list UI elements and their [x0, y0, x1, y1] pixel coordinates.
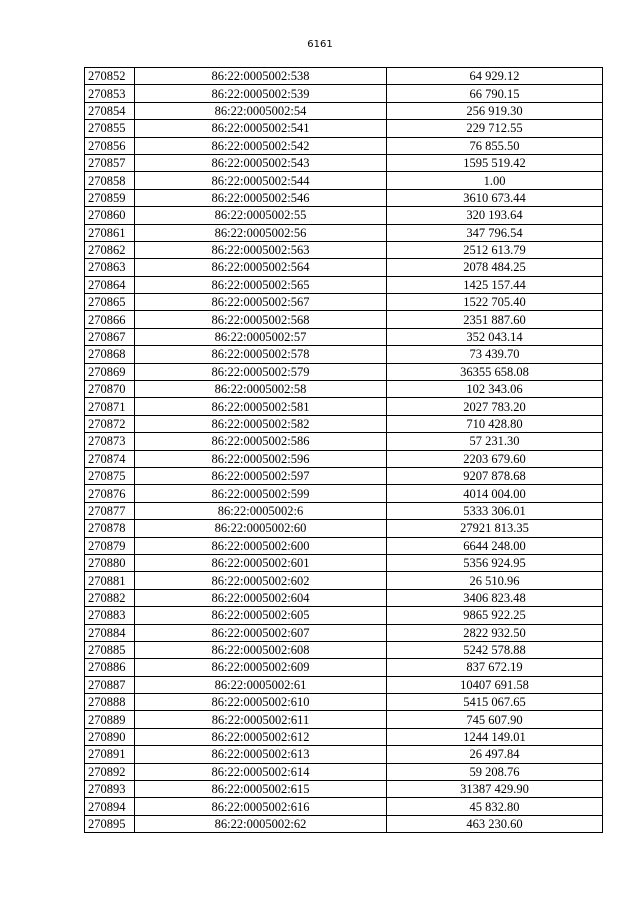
cadastral-value-cell: 229 712.55 — [387, 120, 603, 137]
table-row — [85, 781, 603, 798]
table-row — [85, 137, 603, 154]
cadastral-number-cell: 86:22:0005002:581 — [135, 398, 387, 415]
cadastral-number-cell: 86:22:0005002:56 — [135, 224, 387, 241]
row-id-cell: 270855 — [85, 120, 135, 137]
cadastral-value-cell: 5242 578.88 — [387, 641, 603, 658]
row-id-cell: 270870 — [85, 381, 135, 398]
row-id-cell: 270873 — [85, 433, 135, 450]
table-row — [85, 102, 603, 119]
cadastral-number-cell: 86:22:0005002:54 — [135, 102, 387, 119]
cadastral-number-cell: 86:22:0005002:541 — [135, 120, 387, 137]
cadastral-number-cell: 86:22:0005002:58 — [135, 381, 387, 398]
cadastral-number-cell: 86:22:0005002:61 — [135, 676, 387, 693]
cadastral-value-cell: 710 428.80 — [387, 415, 603, 432]
row-id-cell: 270890 — [85, 728, 135, 745]
row-id-cell: 270868 — [85, 346, 135, 363]
cadastral-value-cell: 1595 519.42 — [387, 154, 603, 171]
cadastral-number-cell: 86:22:0005002:599 — [135, 485, 387, 502]
row-id-cell: 270854 — [85, 102, 135, 119]
cadastral-number-cell: 86:22:0005002:582 — [135, 415, 387, 432]
cadastral-value-cell: 256 919.30 — [387, 102, 603, 119]
cadastral-value-cell: 36355 658.08 — [387, 363, 603, 380]
cadastral-value-cell: 1522 705.40 — [387, 294, 603, 311]
cadastral-value-cell: 45 832.80 — [387, 798, 603, 815]
cadastral-value-cell: 59 208.76 — [387, 763, 603, 780]
cadastral-value-cell: 320 193.64 — [387, 207, 603, 224]
table-row — [85, 746, 603, 763]
page-number: 6161 — [307, 39, 333, 50]
cadastral-value-cell: 745 607.90 — [387, 711, 603, 728]
row-id-cell: 270886 — [85, 659, 135, 676]
row-id-cell: 270852 — [85, 68, 135, 85]
cadastral-value-cell: 1244 149.01 — [387, 728, 603, 745]
table-row — [85, 172, 603, 189]
cadastral-value-cell: 5415 067.65 — [387, 694, 603, 711]
cadastral-number-cell: 86:22:0005002:610 — [135, 694, 387, 711]
cadastral-value-cell: 26 510.96 — [387, 572, 603, 589]
table-row — [85, 381, 603, 398]
cadastral-value-cell: 3610 673.44 — [387, 189, 603, 206]
row-id-cell: 270891 — [85, 746, 135, 763]
table-row — [85, 224, 603, 241]
cadastral-value-cell: 2512 613.79 — [387, 241, 603, 258]
cadastral-value-cell: 9865 922.25 — [387, 607, 603, 624]
table-row — [85, 189, 603, 206]
cadastral-number-cell: 86:22:0005002:586 — [135, 433, 387, 450]
table-row — [85, 346, 603, 363]
cadastral-number-cell: 86:22:0005002:539 — [135, 85, 387, 102]
row-id-cell: 270879 — [85, 537, 135, 554]
cadastral-number-cell: 86:22:0005002:60 — [135, 520, 387, 537]
row-id-cell: 270866 — [85, 311, 135, 328]
table-row — [85, 659, 603, 676]
table-row — [85, 711, 603, 728]
row-id-cell: 270877 — [85, 502, 135, 519]
cadastral-value-table — [84, 67, 603, 833]
row-id-cell: 270888 — [85, 694, 135, 711]
cadastral-value-cell: 5356 924.95 — [387, 554, 603, 571]
row-id-cell: 270872 — [85, 415, 135, 432]
table-row — [85, 241, 603, 258]
cadastral-number-cell: 86:22:0005002:615 — [135, 781, 387, 798]
table-row — [85, 676, 603, 693]
row-id-cell: 270892 — [85, 763, 135, 780]
cadastral-value-cell: 64 929.12 — [387, 68, 603, 85]
table-row — [85, 398, 603, 415]
table-row — [85, 467, 603, 484]
table-row — [85, 154, 603, 171]
cadastral-number-cell: 86:22:0005002:597 — [135, 467, 387, 484]
row-id-cell: 270860 — [85, 207, 135, 224]
cadastral-number-cell: 86:22:0005002:538 — [135, 68, 387, 85]
table-row — [85, 815, 603, 832]
row-id-cell: 270894 — [85, 798, 135, 815]
cadastral-value-cell: 2078 484.25 — [387, 259, 603, 276]
cadastral-number-cell: 86:22:0005002:600 — [135, 537, 387, 554]
cadastral-number-cell: 86:22:0005002:608 — [135, 641, 387, 658]
table-row — [85, 120, 603, 137]
row-id-cell: 270858 — [85, 172, 135, 189]
cadastral-number-cell: 86:22:0005002:542 — [135, 137, 387, 154]
table-row — [85, 624, 603, 641]
cadastral-value-cell: 837 672.19 — [387, 659, 603, 676]
row-id-cell: 270853 — [85, 85, 135, 102]
cadastral-value-cell: 463 230.60 — [387, 815, 603, 832]
table-row — [85, 641, 603, 658]
table-row — [85, 311, 603, 328]
cadastral-number-cell: 86:22:0005002:578 — [135, 346, 387, 363]
cadastral-number-cell: 86:22:0005002:62 — [135, 815, 387, 832]
row-id-cell: 270876 — [85, 485, 135, 502]
table-row — [85, 572, 603, 589]
row-id-cell: 270880 — [85, 554, 135, 571]
row-id-cell: 270884 — [85, 624, 135, 641]
row-id-cell: 270887 — [85, 676, 135, 693]
table-row — [85, 728, 603, 745]
cadastral-number-cell: 86:22:0005002:563 — [135, 241, 387, 258]
row-id-cell: 270871 — [85, 398, 135, 415]
cadastral-value-cell: 5333 306.01 — [387, 502, 603, 519]
cadastral-number-cell: 86:22:0005002:601 — [135, 554, 387, 571]
row-id-cell: 270882 — [85, 589, 135, 606]
row-id-cell: 270864 — [85, 276, 135, 293]
table-row — [85, 433, 603, 450]
cadastral-number-cell: 86:22:0005002:596 — [135, 450, 387, 467]
cadastral-number-cell: 86:22:0005002:605 — [135, 607, 387, 624]
cadastral-value-cell: 31387 429.90 — [387, 781, 603, 798]
cadastral-number-cell: 86:22:0005002:609 — [135, 659, 387, 676]
table-row — [85, 589, 603, 606]
row-id-cell: 270869 — [85, 363, 135, 380]
cadastral-number-cell: 86:22:0005002:611 — [135, 711, 387, 728]
table-row — [85, 450, 603, 467]
cadastral-value-cell: 102 343.06 — [387, 381, 603, 398]
row-id-cell: 270881 — [85, 572, 135, 589]
table-row — [85, 207, 603, 224]
row-id-cell: 270883 — [85, 607, 135, 624]
cadastral-value-cell: 10407 691.58 — [387, 676, 603, 693]
cadastral-number-cell: 86:22:0005002:544 — [135, 172, 387, 189]
cadastral-value-cell: 57 231.30 — [387, 433, 603, 450]
cadastral-number-cell: 86:22:0005002:568 — [135, 311, 387, 328]
cadastral-value-cell: 6644 248.00 — [387, 537, 603, 554]
cadastral-value-cell: 66 790.15 — [387, 85, 603, 102]
table-body — [85, 68, 603, 833]
cadastral-value-cell: 73 439.70 — [387, 346, 603, 363]
row-id-cell: 270867 — [85, 328, 135, 345]
row-id-cell: 270875 — [85, 467, 135, 484]
table-row — [85, 259, 603, 276]
cadastral-value-cell: 26 497.84 — [387, 746, 603, 763]
cadastral-value-cell: 4014 004.00 — [387, 485, 603, 502]
table-row — [85, 520, 603, 537]
cadastral-value-cell: 3406 823.48 — [387, 589, 603, 606]
cadastral-number-cell: 86:22:0005002:546 — [135, 189, 387, 206]
row-id-cell: 270895 — [85, 815, 135, 832]
table-row — [85, 694, 603, 711]
table-row — [85, 798, 603, 815]
table-row — [85, 85, 603, 102]
table-row — [85, 328, 603, 345]
cadastral-number-cell: 86:22:0005002:565 — [135, 276, 387, 293]
table-row — [85, 502, 603, 519]
cadastral-number-cell: 86:22:0005002:6 — [135, 502, 387, 519]
table-row — [85, 415, 603, 432]
cadastral-number-cell: 86:22:0005002:616 — [135, 798, 387, 815]
cadastral-value-cell: 76 855.50 — [387, 137, 603, 154]
cadastral-number-cell: 86:22:0005002:612 — [135, 728, 387, 745]
cadastral-number-cell: 86:22:0005002:602 — [135, 572, 387, 589]
cadastral-number-cell: 86:22:0005002:57 — [135, 328, 387, 345]
cadastral-value-cell: 347 796.54 — [387, 224, 603, 241]
row-id-cell: 270885 — [85, 641, 135, 658]
cadastral-number-cell: 86:22:0005002:604 — [135, 589, 387, 606]
row-id-cell: 270865 — [85, 294, 135, 311]
table-row — [85, 554, 603, 571]
row-id-cell: 270862 — [85, 241, 135, 258]
cadastral-value-cell: 2351 887.60 — [387, 311, 603, 328]
row-id-cell: 270861 — [85, 224, 135, 241]
cadastral-value-cell: 1425 157.44 — [387, 276, 603, 293]
table-row — [85, 763, 603, 780]
row-id-cell: 270863 — [85, 259, 135, 276]
table-row — [85, 294, 603, 311]
cadastral-number-cell: 86:22:0005002:543 — [135, 154, 387, 171]
cadastral-value-cell: 2027 783.20 — [387, 398, 603, 415]
table-row — [85, 537, 603, 554]
cadastral-number-cell: 86:22:0005002:607 — [135, 624, 387, 641]
table-row — [85, 363, 603, 380]
cadastral-number-cell: 86:22:0005002:613 — [135, 746, 387, 763]
cadastral-value-cell: 352 043.14 — [387, 328, 603, 345]
cadastral-number-cell: 86:22:0005002:614 — [135, 763, 387, 780]
row-id-cell: 270893 — [85, 781, 135, 798]
table-row — [85, 68, 603, 85]
cadastral-value-cell: 2203 679.60 — [387, 450, 603, 467]
table-row — [85, 276, 603, 293]
row-id-cell: 270857 — [85, 154, 135, 171]
cadastral-value-cell: 9207 878.68 — [387, 467, 603, 484]
row-id-cell: 270889 — [85, 711, 135, 728]
cadastral-number-cell: 86:22:0005002:55 — [135, 207, 387, 224]
cadastral-value-cell: 2822 932.50 — [387, 624, 603, 641]
table-row — [85, 607, 603, 624]
cadastral-number-cell: 86:22:0005002:579 — [135, 363, 387, 380]
row-id-cell: 270859 — [85, 189, 135, 206]
cadastral-value-cell: 27921 813.35 — [387, 520, 603, 537]
cadastral-number-cell: 86:22:0005002:564 — [135, 259, 387, 276]
row-id-cell: 270856 — [85, 137, 135, 154]
row-id-cell: 270878 — [85, 520, 135, 537]
table-row — [85, 485, 603, 502]
cadastral-number-cell: 86:22:0005002:567 — [135, 294, 387, 311]
row-id-cell: 270874 — [85, 450, 135, 467]
cadastral-value-cell: 1.00 — [387, 172, 603, 189]
